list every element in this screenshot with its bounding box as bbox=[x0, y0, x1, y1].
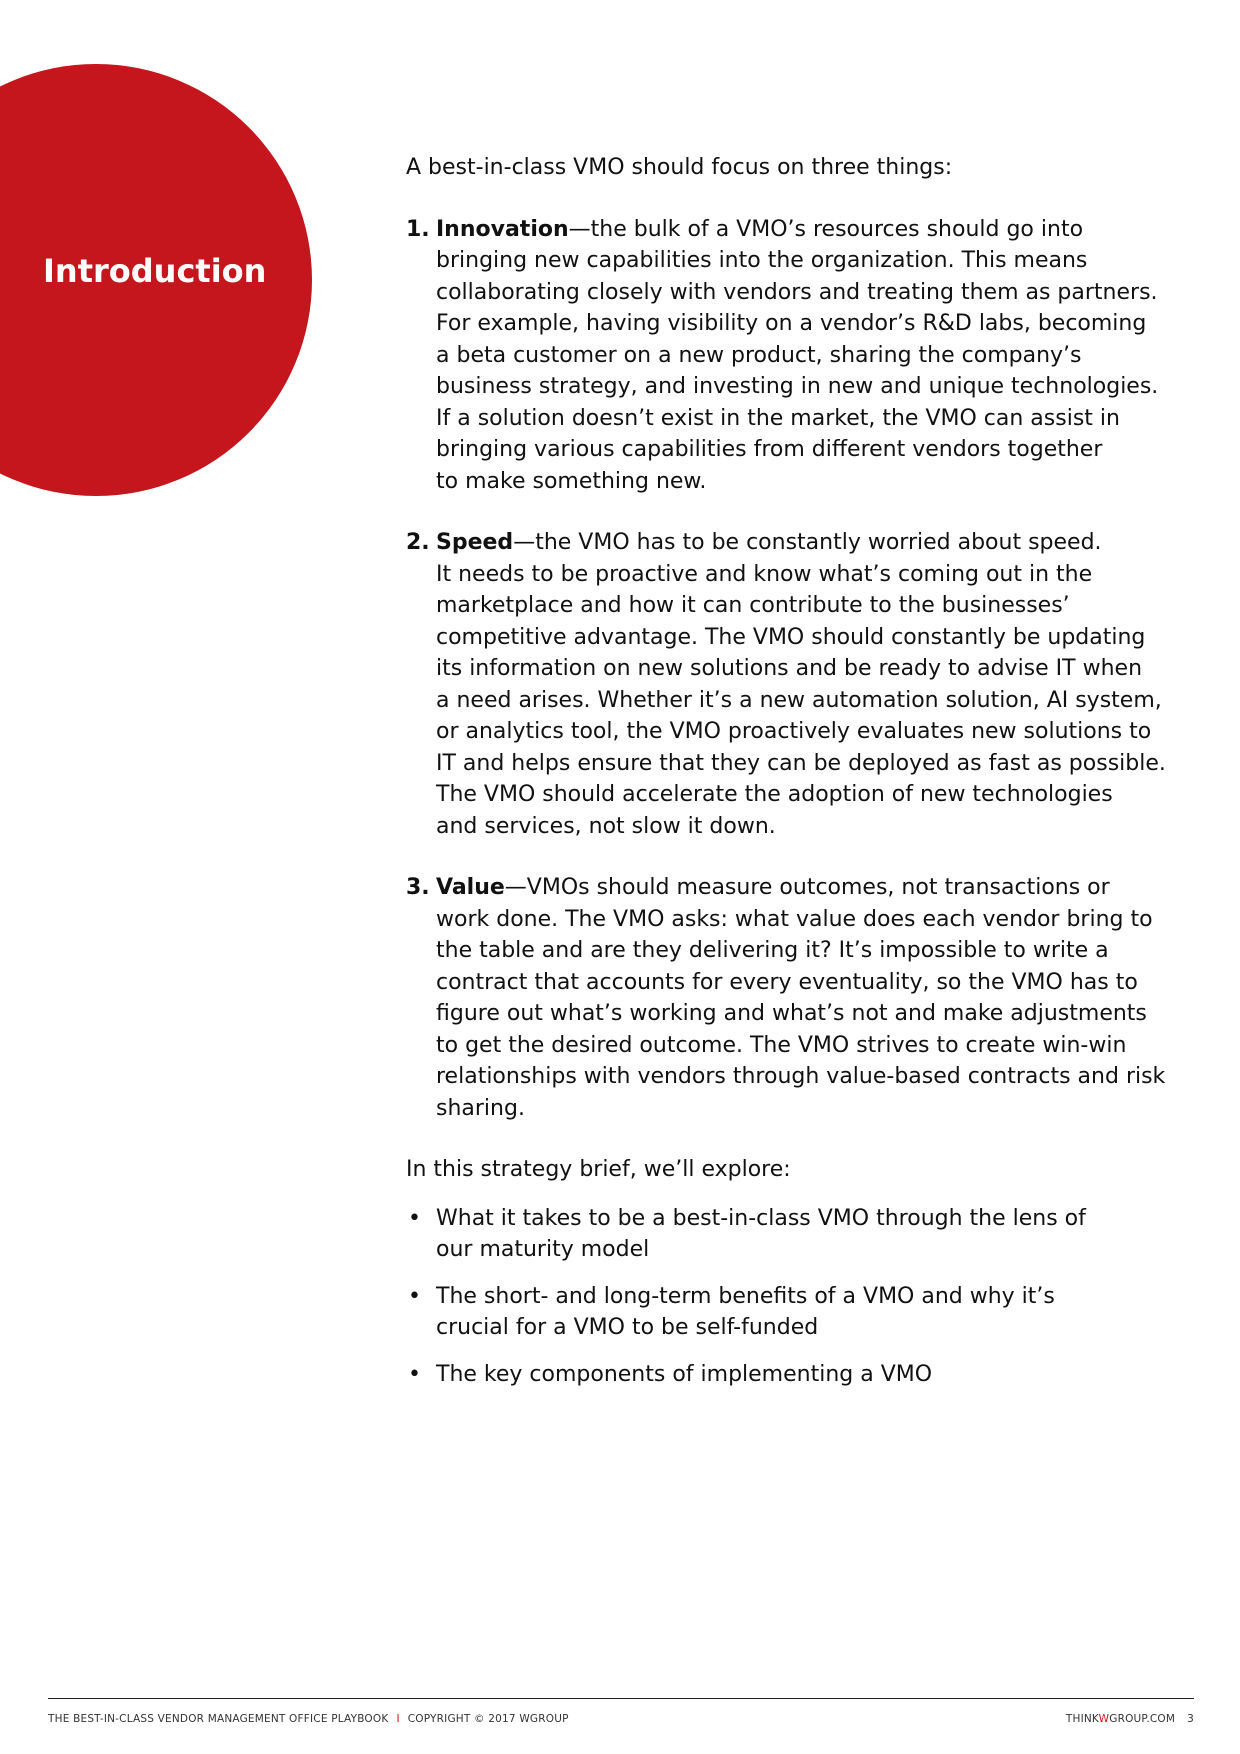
item-number: 1. bbox=[406, 216, 430, 242]
bullet-line: The short- and long-term benefits of a VMO and why it’s bbox=[436, 1283, 1055, 1309]
footer-doc-title: THE BEST-IN-CLASS VENDOR MANAGEMENT OFFICE PLAYBOOK bbox=[48, 1713, 389, 1725]
item-line: the table and are they delivering it? It’s impossible to write a bbox=[436, 938, 1109, 963]
numbered-item-speed bbox=[406, 527, 1186, 842]
footer-document-info bbox=[48, 1713, 569, 1725]
item-term: Value bbox=[436, 875, 505, 900]
item-term: Speed bbox=[436, 530, 514, 555]
item-line: or analytics tool, the VMO proactively evaluates new solutions to bbox=[436, 719, 1152, 744]
item-line: For example, having visibility on a vendor’s R&D labs, becoming bbox=[436, 311, 1147, 336]
footer-site-prefix: THINK bbox=[1065, 1713, 1099, 1725]
outro-paragraph: In this strategy brief, we’ll explore: bbox=[406, 1157, 791, 1182]
bullet-line: The key components of implementing a VMO bbox=[436, 1361, 933, 1387]
item-line: relationships with vendors through value-based contracts and risk bbox=[436, 1064, 1166, 1089]
page-number: 3 bbox=[1187, 1713, 1194, 1725]
item-line: sharing. bbox=[436, 1095, 525, 1121]
item-line: If a solution doesn’t exist in the market, the VMO can assist in bbox=[436, 405, 1120, 431]
bullet-item bbox=[406, 1359, 1186, 1391]
footer-site-info bbox=[1066, 1713, 1194, 1725]
item-line: and services, not slow it down. bbox=[436, 813, 776, 839]
numbered-item-value bbox=[406, 872, 1186, 1124]
bullet-line: What it takes to be a best-in-class VMO through the lens of bbox=[436, 1205, 1086, 1231]
item-line: a beta customer on a new product, sharing the company’s bbox=[436, 342, 1082, 368]
bullet-marker: • bbox=[408, 1205, 421, 1231]
item-line: competitive advantage. The VMO should constantly be updating bbox=[436, 624, 1146, 650]
item-term: Innovation bbox=[436, 216, 569, 242]
bullet-item bbox=[406, 1203, 1186, 1266]
bullet-marker: • bbox=[408, 1361, 421, 1387]
main-content bbox=[406, 152, 1186, 1390]
item-number: 3. bbox=[406, 875, 430, 900]
item-line: collaborating closely with vendors and treating them as partners. bbox=[436, 279, 1158, 305]
item-line: bringing various capabilities from different vendors together bbox=[436, 437, 1103, 462]
item-line bbox=[436, 527, 1186, 559]
item-number: 2. bbox=[406, 530, 430, 555]
item-line: marketplace and how it can contribute to the businesses’ bbox=[436, 593, 1070, 618]
item-line: a need arises. Whether it’s a new automation solution, AI system, bbox=[436, 687, 1162, 713]
item-line: It needs to be proactive and know what’s coming out in the bbox=[436, 561, 1093, 587]
intro-paragraph: A best-in-class VMO should focus on three things: bbox=[406, 155, 953, 180]
section-title: Introduction bbox=[43, 252, 267, 290]
item-line: its information on new solutions and be ready to advise IT when bbox=[436, 656, 1143, 681]
footer-site-suffix: GROUP.COM bbox=[1109, 1713, 1176, 1725]
item-text: —VMOs should measure outcomes, not transactions or bbox=[504, 875, 1110, 900]
item-line: The VMO should accelerate the adoption of new technologies bbox=[436, 782, 1113, 807]
bullet-item bbox=[406, 1281, 1186, 1344]
item-line: contract that accounts for every eventuality, so the VMO has to bbox=[436, 969, 1138, 995]
item-line bbox=[436, 872, 1186, 904]
item-text: —the VMO has to be constantly worried about speed. bbox=[513, 530, 1102, 555]
bullet-line: crucial for a VMO to be self-funded bbox=[436, 1315, 819, 1340]
item-line bbox=[436, 214, 1186, 246]
bullet-line: our maturity model bbox=[436, 1237, 650, 1262]
numbered-item-innovation bbox=[406, 214, 1186, 498]
bullet-marker: • bbox=[408, 1283, 421, 1309]
footer-divider bbox=[48, 1698, 1194, 1699]
item-line: IT and helps ensure that they can be deployed as fast as possible. bbox=[436, 750, 1166, 776]
footer-site-accent: W bbox=[1098, 1713, 1110, 1725]
item-line: work done. The VMO asks: what value does each vendor bring to bbox=[436, 906, 1153, 932]
item-line: to make something new. bbox=[436, 468, 707, 494]
footer-separator: I bbox=[396, 1713, 400, 1725]
item-text: —the bulk of a VMO’s resources should go into bbox=[568, 216, 1084, 242]
item-line: bringing new capabilities into the organization. This means bbox=[436, 248, 1088, 273]
item-line: figure out what’s working and what’s not and make adjustments bbox=[436, 1001, 1147, 1026]
footer-copyright: COPYRIGHT © 2017 WGROUP bbox=[407, 1713, 569, 1725]
item-line: business strategy, and investing in new and unique technologies. bbox=[436, 374, 1159, 399]
item-line: to get the desired outcome. The VMO strives to create win-win bbox=[436, 1032, 1127, 1058]
